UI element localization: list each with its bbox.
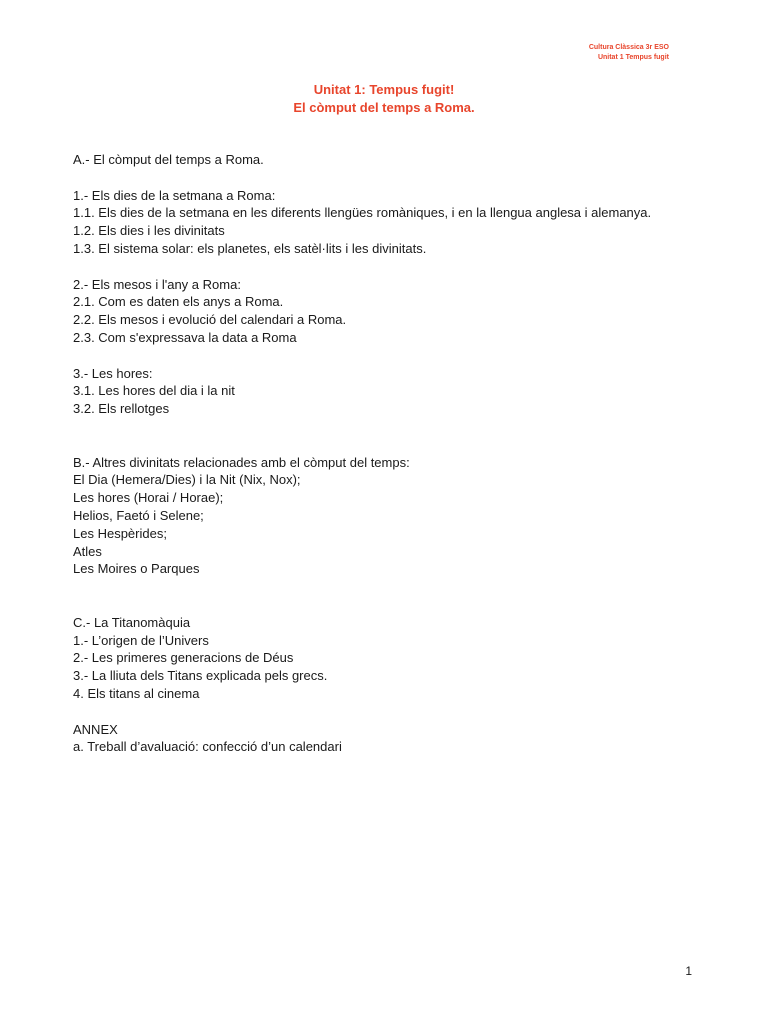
list-item: 2.1. Com es daten els anys a Roma.	[73, 294, 284, 310]
list-item: 2.- Les primeres generacions de Déus	[73, 650, 294, 666]
document-body	[73, 151, 713, 756]
list-item: Les Hespèrides;	[73, 525, 167, 541]
page-number: 1	[685, 964, 692, 978]
subsection-heading: 3.- Les hores:	[73, 365, 153, 381]
list-item: 3.2. Els rellotges	[73, 401, 170, 417]
page-header	[589, 43, 669, 63]
list-item: Les hores (Horai / Horae);	[73, 490, 224, 506]
list-item: 4. Els titans al cinema	[73, 685, 200, 701]
section-heading: C.- La Titanomàquia	[73, 614, 191, 630]
list-item: a. Treball d’avaluació: confecció d’un calendari	[73, 739, 342, 755]
annex-section	[73, 721, 713, 757]
title-subject: El còmput del temps a Roma.	[293, 100, 475, 115]
section-heading: A.- El còmput del temps a Roma.	[73, 152, 264, 167]
section-heading: ANNEX	[73, 721, 118, 737]
section-a	[73, 151, 713, 418]
list-item: 1.3. El sistema solar: els planetes, els satèl·lits i les divinitats.	[73, 240, 427, 256]
subsection-heading: 2.- Els mesos i l'any a Roma:	[73, 276, 241, 292]
list-item: 2.2. Els mesos i evolució del calendari a Roma.	[73, 312, 347, 328]
list-item: 3.- La lliuta dels Titans explicada pels grecs.	[73, 668, 328, 684]
list-item: 1.2. Els dies i les divinitats	[73, 223, 225, 239]
subsection-heading: 1.- Els dies de la setmana a Roma:	[73, 187, 276, 203]
document-title	[0, 81, 768, 117]
list-item: 1.1. Els dies de la setmana en les diferents llengües romàniques, i en la llengua anglesa i alemanya.	[73, 205, 652, 221]
header-course: Cultura Clàssica 3r ESO	[588, 44, 669, 51]
list-item: Les Moires o Parques	[73, 561, 200, 577]
section-heading: B.- Altres divinitats relacionades amb el còmput del temps:	[73, 454, 410, 470]
list-item: 1.- L’origen de l’Univers	[73, 632, 209, 648]
list-item: Helios, Faetó i Selene;	[73, 507, 204, 523]
header-unit: Unitat 1 Tempus fugit	[597, 54, 669, 61]
list-item: Atles	[73, 543, 102, 559]
section-b	[73, 454, 713, 579]
section-c	[73, 614, 713, 703]
list-item: El Dia (Hemera/Dies) i la Nit (Nix, Nox);	[73, 472, 301, 488]
list-item: 3.1. Les hores del dia i la nit	[73, 383, 235, 399]
title-unit: Unitat 1: Tempus fugit!	[313, 82, 455, 97]
list-item: 2.3. Com s'expressava la data a Roma	[73, 329, 297, 345]
